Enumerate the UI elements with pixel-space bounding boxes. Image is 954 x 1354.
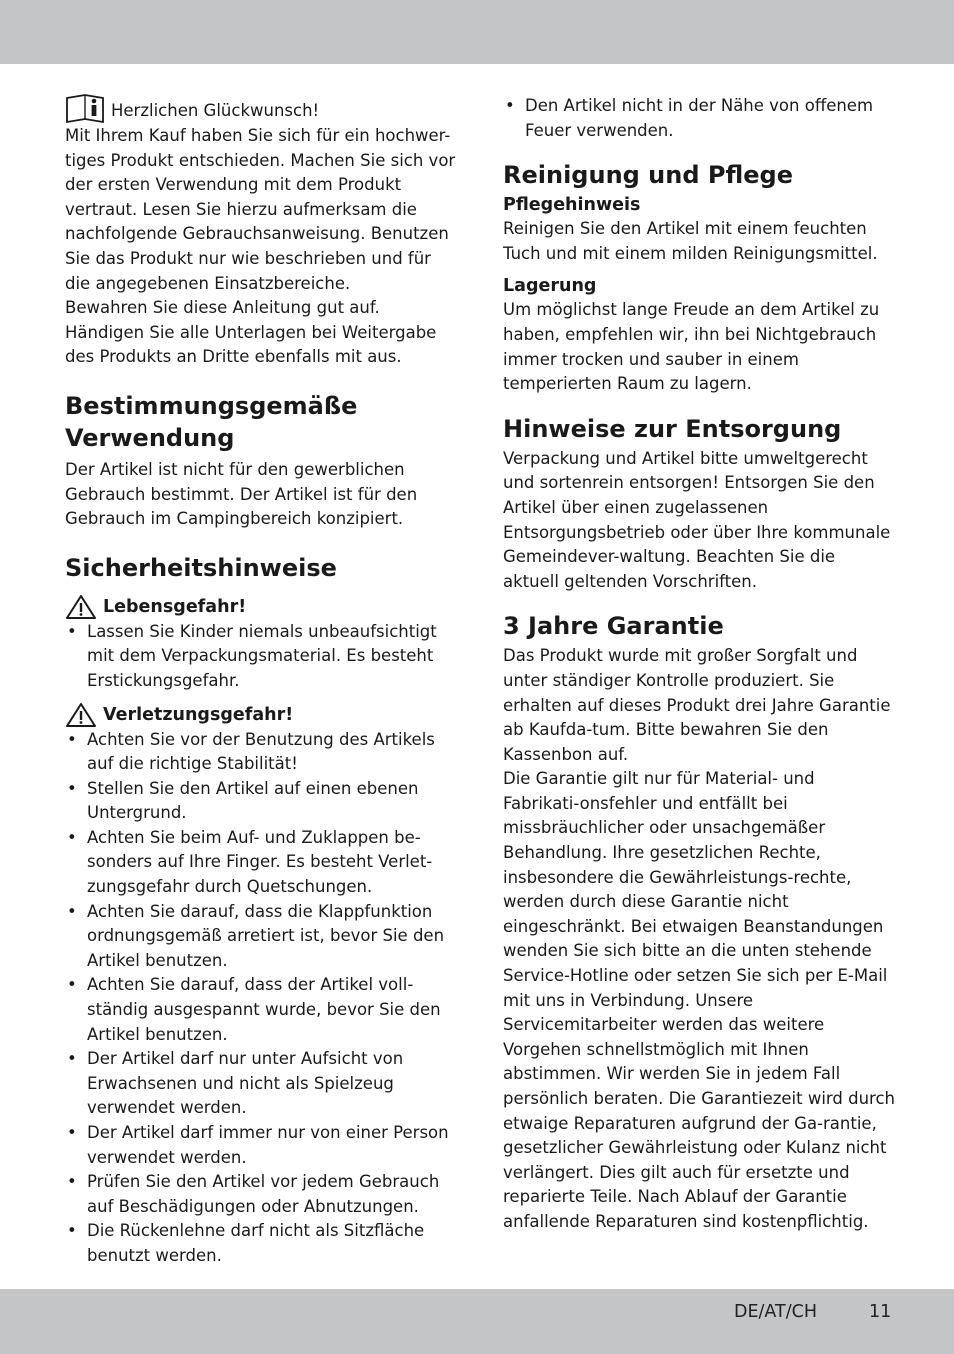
storage-heading: Lagerung <box>503 276 597 297</box>
disposal-heading: Hinweise zur Entsorgung <box>503 414 842 443</box>
left-column <box>65 94 457 1269</box>
header-band <box>0 0 954 64</box>
list-item: • Die Rückenlehne darf nicht als Sitzfläche benutzt werden. <box>65 1219 457 1268</box>
fire-list <box>503 94 895 143</box>
care-sub-heading: Pflegehinweis <box>503 195 641 216</box>
warranty-text-2: Die Garantie gilt nur für Material- und Fabrikati-onsfehler und entfällt bei missbräuchlicher oder unsachgemäßer Behandlung. Ihre gesetzlichen Rechte, insbesondere die Gewährleistungs-rechte, werden durch diese Garantie nicht eingeschränkt. Bei etwaigen Beanstandungen wenden Sie sich bitte an die unten stehende Service-Hotline oder setzen Sie sich per E-Mail mit uns in Verbindung. Unsere Servicemitarbeiter werden das weitere Vorgehen schnellstmöglich mit Ihnen abstimmen. Wir werden Sie in jedem Fall persönlich beraten. Die Garantiezeit wird durch etwaige Reparaturen aufgrund der Ga-rantie, gesetzlicher Gewährleistung oder Kulanz nicht verlängert. Dies gilt auch für ersetzte und reparierte Teile. Nach Ablauf der Garantie anfallende Reparaturen sind kostenpflichtig. <box>503 769 896 1231</box>
danger-life-header <box>65 594 457 620</box>
danger-injury-list <box>65 728 457 1269</box>
disposal-text: Verpackung und Artikel bitte umweltgerecht und sortenrein entsorgen! Entsorgen Sie den Artikel über einen zugelassenen Entsorgungsbetrieb oder über Ihre kommunale Gemeindever-waltung. Beachten Sie die aktuell geltenden Vorschriften. <box>503 448 891 591</box>
list-item: • Stellen Sie den Artikel auf einen ebenen Untergrund. <box>65 777 457 826</box>
list-item: • Prüfen Sie den Artikel vor jedem Gebrauch auf Beschädigungen oder Abnutzungen. <box>65 1170 457 1219</box>
intro-text-2: Bewahren Sie diese Anleitung gut auf. Händigen Sie alle Unterlagen bei Weitergabe des Produkts an Dritte ebenfalls mit aus. <box>65 298 437 367</box>
list-item: • Lassen Sie Kinder niemals unbeaufsichtigt mit dem Verpackungsmaterial. Es besteht Erstickungsgefahr. <box>65 620 457 694</box>
list-item: • Der Artikel darf immer nur von einer Person verwendet werden. <box>65 1121 457 1170</box>
intro-greeting: Herzlichen Glückwunsch! <box>111 101 320 121</box>
right-column <box>503 94 895 1235</box>
book-info-icon <box>65 94 105 124</box>
intro-line <box>65 94 457 124</box>
page-number: 11 <box>869 1302 892 1322</box>
warning-triangle-icon <box>65 702 97 728</box>
care-text: Reinigen Sie den Artikel mit einem feuchten Tuch und mit einem milden Reinigungsmittel. <box>503 219 878 263</box>
storage-text: Um möglichst lange Freude an dem Artikel zu haben, empfehlen wir, ihn bei Nichtgebrauch immer trocken und sauber in einem temperierten Raum zu lagern. <box>503 300 880 394</box>
danger-injury-header <box>65 702 457 728</box>
list-item: • Den Artikel nicht in der Nähe von offenem Feuer verwenden. <box>503 94 895 143</box>
intended-use-heading: Bestimmungsgemäße Verwendung <box>65 391 358 452</box>
intended-use-text: Der Artikel ist nicht für den gewerblichen Gebrauch bestimmt. Der Artikel ist für den Gebrauch im Campingbereich konzipiert. <box>65 459 418 529</box>
danger-life-list <box>65 620 457 694</box>
list-item: • Achten Sie darauf, dass die Klappfunktion ordnungsgemäß arretiert ist, bevor Sie den Artikel benutzen. <box>65 900 457 974</box>
list-item: • Achten Sie beim Auf- und Zuklappen be-sonders auf Ihre Finger. Es besteht Verlet-zungsgefahr durch Quetschungen. <box>65 826 457 900</box>
warranty-heading: 3 Jahre Garantie <box>503 612 724 641</box>
warning-triangle-icon <box>65 594 97 620</box>
footer-region: DE/AT/CH <box>734 1302 818 1322</box>
warranty-text: Das Produkt wurde mit großer Sorgfalt und unter ständiger Kontrolle produziert. Sie erhalten auf dieses Produkt drei Jahre Garantie ab Kaufda-tum. Bitte bewahren Sie den Kassenbon auf. <box>503 646 891 764</box>
intro-text: Mit Ihrem Kauf haben Sie sich für ein hochwer-tiges Produkt entschieden. Machen Sie sich vor der ersten Verwendung mit dem Produkt vertraut. Lesen Sie hierzu aufmerksam die nachfolgende Gebrauchsanweisung. Benutzen Sie das Produkt nur wie beschrieben und für die angegebenen Einsatzbereiche. <box>65 126 456 293</box>
list-item: • Achten Sie darauf, dass der Artikel voll-ständig ausgespannt wurde, bevor Sie den Artikel benutzen. <box>65 973 457 1047</box>
list-item: • Der Artikel darf nur unter Aufsicht von Erwachsenen und nicht als Spielzeug verwendet werden. <box>65 1047 457 1121</box>
safety-heading: Sicherheitshinweise <box>65 553 337 582</box>
danger-injury-heading: Verletzungsgefahr! <box>103 704 294 725</box>
danger-life-heading: Lebensgefahr! <box>103 596 247 617</box>
list-item: • Achten Sie vor der Benutzung des Artikels auf die richtige Stabilität! <box>65 728 457 777</box>
care-heading: Reinigung und Pflege <box>503 161 794 190</box>
